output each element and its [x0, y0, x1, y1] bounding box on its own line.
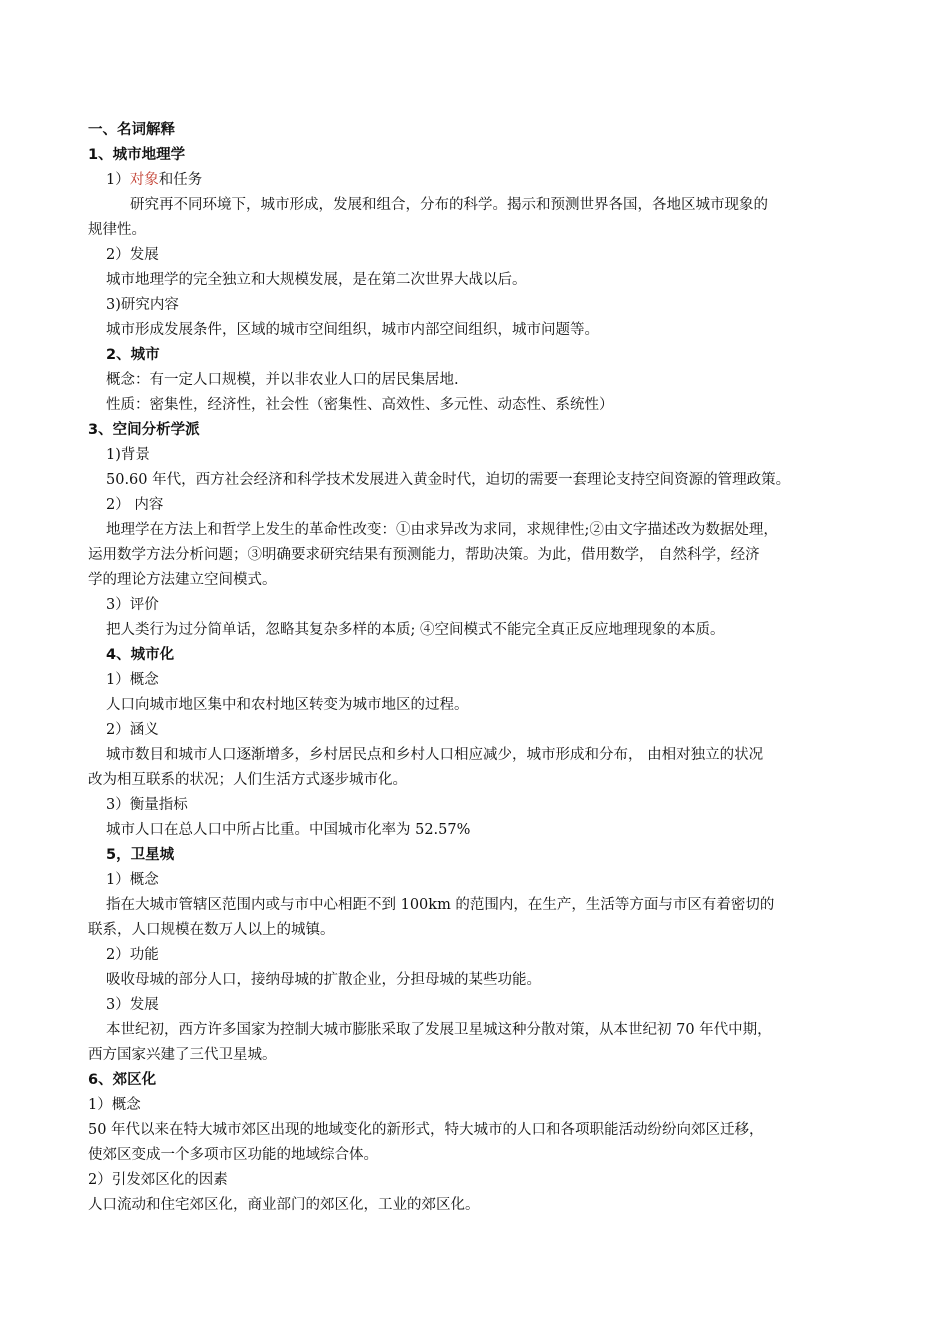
paragraph-line: 城市人口在总人口中所占比重。中国城市化率为 52.57% [106, 822, 471, 838]
subheading: 2）涵义 [106, 722, 159, 738]
paragraph-line: 学的理论方法建立空间模式。 [88, 572, 277, 588]
paragraph-line: 性质：密集性，经济性，社会性（密集性、高效性、多元性、动态性、系统性） [106, 397, 614, 413]
paragraph-line: 本世纪初，西方许多国家为控制大城市膨胀采取了发展卫星城这种分散对策，从本世纪初 70 年代中期， [106, 1022, 772, 1038]
paragraph-line: 城市数目和城市人口逐渐增多，乡村居民点和乡村人口相应减少，城市形成和分布， 由相对独立的状况 [106, 747, 764, 763]
term-heading: 1、城市地理学 [88, 147, 186, 163]
paragraph-line: 指在大城市管辖区范围内或与市中心相距不到 100km 的范围内，在生产，生活等方面与市区有着密切的 [106, 897, 775, 913]
term-heading: 4、城市化 [106, 647, 175, 663]
subheading: 3）发展 [106, 997, 159, 1013]
subheading: 2） 内容 [106, 497, 164, 513]
subheading: 3)研究内容 [106, 297, 179, 313]
paragraph-line: 使郊区变成一个多项市区功能的地域综合体。 [88, 1147, 378, 1163]
paragraph-line: 吸收母城的部分人口，接纳母城的扩散企业，分担母城的某些功能。 [106, 972, 541, 988]
subheading: 1）概念 [106, 872, 159, 888]
subheading: 3）评价 [106, 597, 159, 613]
term-heading: 3、空间分析学派 [88, 422, 200, 438]
subheading-number: 1） [106, 172, 130, 188]
subheading: 2）发展 [106, 247, 159, 263]
paragraph-line: 人口向城市地区集中和农村地区转变为城市地区的过程。 [106, 697, 469, 713]
subheading: 1)背景 [106, 447, 150, 463]
paragraph-line: 改为相互联系的状况；人们生活方式逐步城市化。 [88, 772, 407, 788]
paragraph-line: 城市地理学的完全独立和大规模发展，是在第二次世界大战以后。 [106, 272, 527, 288]
subheading-text: 和任务 [158, 172, 203, 188]
paragraph-line: 研究再不同环境下，城市形成，发展和组合，分布的科学。揭示和预测世界各国，各地区城市现象的 [130, 197, 768, 213]
paragraph-line: 概念：有一定人口规模，并以非农业人口的居民集居地. [106, 372, 459, 388]
paragraph-line: 运用数学方法分析问题；③明确要求研究结果有预测能力，帮助决策。为此，借用数学， 自然科学，经济 [88, 547, 760, 563]
term-heading: 5，卫星城 [106, 847, 175, 863]
highlighted-text: 对象 [129, 172, 159, 188]
subheading [106, 170, 202, 190]
paragraph-line: 地理学在方法上和哲学上发生的革命性改变：①由求异改为求同，求规律性;②由文字描述改为数据处理， [106, 522, 778, 538]
paragraph-line: 西方国家兴建了三代卫星城。 [88, 1047, 277, 1063]
paragraph-line: 城市形成发展条件，区域的城市空间组织，城市内部空间组织，城市问题等。 [106, 322, 599, 338]
subheading: 2）功能 [106, 947, 159, 963]
subheading: 2）引发郊区化的因素 [88, 1172, 228, 1188]
paragraph-line: 规律性。 [88, 222, 146, 238]
paragraph-line: 把人类行为过分简单话，忽略其复杂多样的本质; ④空间模式不能完全真正反应地理现象的本质。 [106, 622, 725, 638]
term-heading: 2、城市 [106, 347, 160, 363]
paragraph-line: 联系，人口规模在数万人以上的城镇。 [88, 922, 335, 938]
paragraph-line: 50 年代以来在特大城市郊区出现的地域变化的新形式，特大城市的人口和各项职能活动纷纷向郊区迁移， [88, 1122, 764, 1138]
paragraph-line: 50.60 年代，西方社会经济和科学技术发展进入黄金时代，迫切的需要一套理论支持空间资源的管理政策。 [106, 472, 791, 488]
subheading: 3）衡量指标 [106, 797, 188, 813]
subheading: 1）概念 [88, 1097, 141, 1113]
subheading: 1）概念 [106, 672, 159, 688]
paragraph-line: 人口流动和住宅郊区化，商业部门的郊区化，工业的郊区化。 [88, 1197, 480, 1213]
section-title: 一、名词解释 [88, 122, 175, 138]
term-heading: 6、郊区化 [88, 1072, 157, 1088]
